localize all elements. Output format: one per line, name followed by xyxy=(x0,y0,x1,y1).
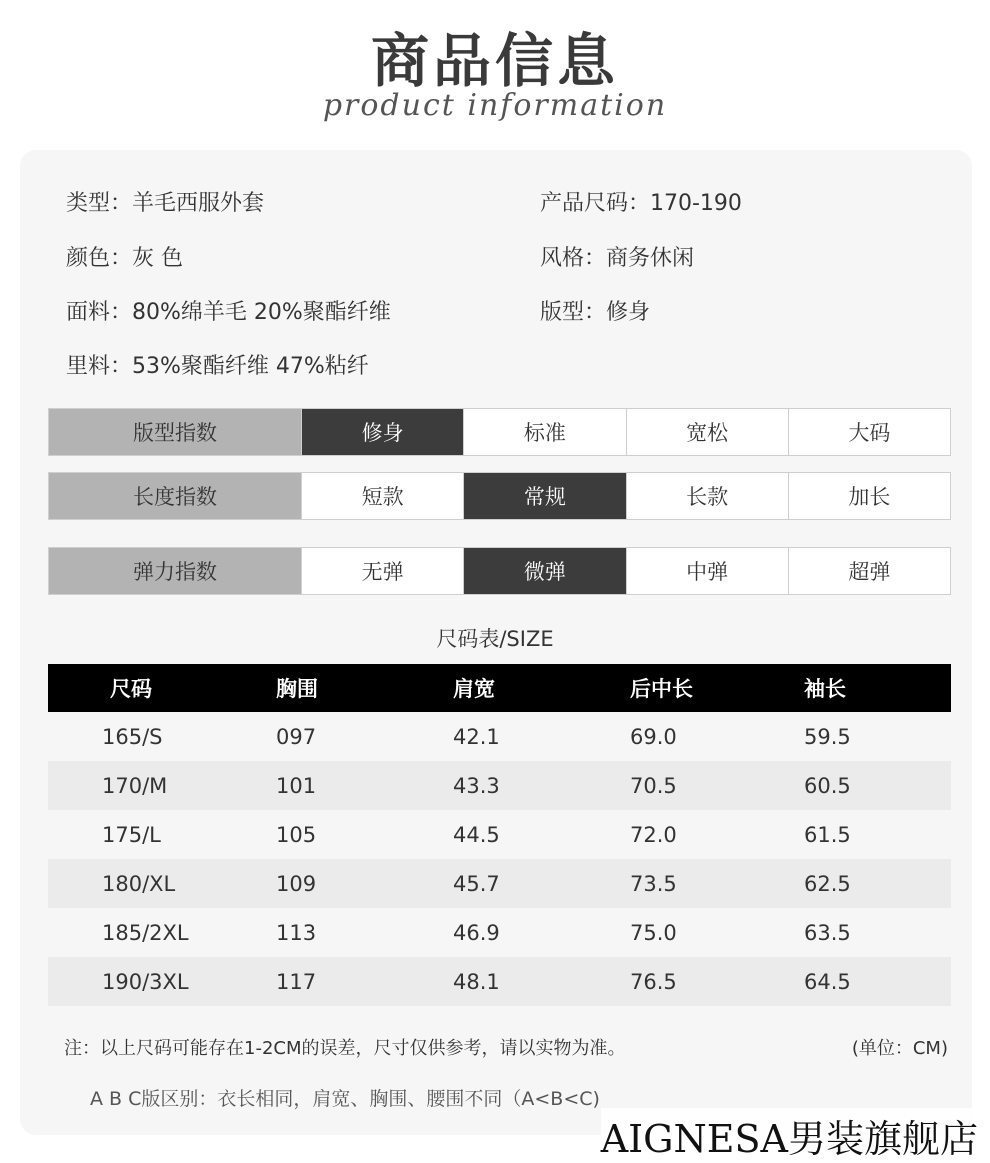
cell-chest: 097 xyxy=(276,724,317,749)
stretch-index-label: 弹力指数 xyxy=(49,548,301,594)
attr-fit: 版型：修身 xyxy=(540,300,651,325)
length-option-short: 短款 xyxy=(301,473,463,519)
stretch-option-super: 超弹 xyxy=(788,548,950,594)
cell-chest: 113 xyxy=(276,920,317,945)
size-table xyxy=(48,664,951,1006)
attr-fabric: 面料：80%绵羊毛 20%聚酯纤维 xyxy=(66,300,391,325)
cell-sleeve: 62.5 xyxy=(804,871,851,896)
table-row xyxy=(48,908,951,957)
cell-sleeve: 64.5 xyxy=(804,969,851,994)
cell-size: 190/3XL xyxy=(102,969,189,994)
header-shoulder: 肩宽 xyxy=(453,677,495,701)
cell-shoulder: 45.7 xyxy=(453,871,500,896)
attr-lining: 里料：53%聚酯纤维 47%粘纤 xyxy=(66,354,369,379)
fit-index-label: 版型指数 xyxy=(49,409,301,455)
cell-size: 185/2XL xyxy=(102,920,189,945)
cell-size: 180/XL xyxy=(102,871,176,896)
length-index-label: 长度指数 xyxy=(49,473,301,519)
cell-back-length: 73.5 xyxy=(630,871,677,896)
page-subtitle: product information xyxy=(322,88,668,123)
cell-size: 165/S xyxy=(102,724,163,749)
length-index-row xyxy=(48,472,951,520)
stretch-option-none: 无弹 xyxy=(301,548,463,594)
cell-back-length: 75.0 xyxy=(630,920,677,945)
cell-chest: 105 xyxy=(276,822,317,847)
fit-index-row xyxy=(48,408,951,456)
fit-option-slim: 修身 xyxy=(301,409,463,455)
table-row xyxy=(48,810,951,859)
store-watermark: AIGNESA男装旗舰店 xyxy=(601,1108,978,1163)
table-row xyxy=(48,761,951,810)
attr-size-range: 产品尺码：170-190 xyxy=(540,191,742,216)
cell-shoulder: 46.9 xyxy=(453,920,500,945)
cell-back-length: 72.0 xyxy=(630,822,677,847)
cell-chest: 117 xyxy=(276,969,317,994)
attr-color: 颜色：灰 色 xyxy=(66,246,183,271)
attr-style: 风格：商务休闲 xyxy=(540,246,695,271)
cell-sleeve: 61.5 xyxy=(804,822,851,847)
length-option-long: 长款 xyxy=(626,473,788,519)
length-option-extra-long: 加长 xyxy=(788,473,950,519)
abc-version-note: A B C版区别：衣长相同，肩宽、胸围、腰围不同（A<B<C) xyxy=(90,1088,600,1110)
cell-sleeve: 59.5 xyxy=(804,724,851,749)
table-row xyxy=(48,859,951,908)
cell-sleeve: 63.5 xyxy=(804,920,851,945)
cell-back-length: 76.5 xyxy=(630,969,677,994)
header-chest: 胸围 xyxy=(276,677,318,701)
cell-back-length: 69.0 xyxy=(630,724,677,749)
fit-option-plus: 大码 xyxy=(788,409,950,455)
fit-option-loose: 宽松 xyxy=(626,409,788,455)
stretch-index-row xyxy=(48,547,951,595)
stretch-option-slight: 微弹 xyxy=(463,548,625,594)
fit-option-standard: 标准 xyxy=(463,409,625,455)
cell-chest: 109 xyxy=(276,871,317,896)
unit-note: (单位：CM) xyxy=(851,1038,948,1059)
table-row xyxy=(48,957,951,1006)
cell-size: 175/L xyxy=(102,822,161,847)
cell-shoulder: 44.5 xyxy=(453,822,500,847)
disclaimer-note: 注：以上尺码可能存在1-2CM的误差，尺寸仅供参考，请以实物为准。 xyxy=(64,1038,626,1059)
header-size: 尺码 xyxy=(110,677,152,701)
stretch-option-medium: 中弹 xyxy=(626,548,788,594)
cell-size: 170/M xyxy=(102,773,168,798)
cell-shoulder: 48.1 xyxy=(453,969,500,994)
cell-chest: 101 xyxy=(276,773,317,798)
cell-back-length: 70.5 xyxy=(630,773,677,798)
table-row xyxy=(48,712,951,761)
page-title: 商品信息 xyxy=(370,27,619,95)
cell-sleeve: 60.5 xyxy=(804,773,851,798)
attr-type: 类型：羊毛西服外套 xyxy=(66,191,265,216)
cell-shoulder: 43.3 xyxy=(453,773,500,798)
header-sleeve: 袖长 xyxy=(804,677,846,701)
length-option-regular: 常规 xyxy=(463,473,625,519)
size-table-header xyxy=(48,664,951,712)
header-back-length: 后中长 xyxy=(630,677,693,701)
cell-shoulder: 42.1 xyxy=(453,724,500,749)
size-table-caption: 尺码表/SIZE xyxy=(436,627,554,651)
